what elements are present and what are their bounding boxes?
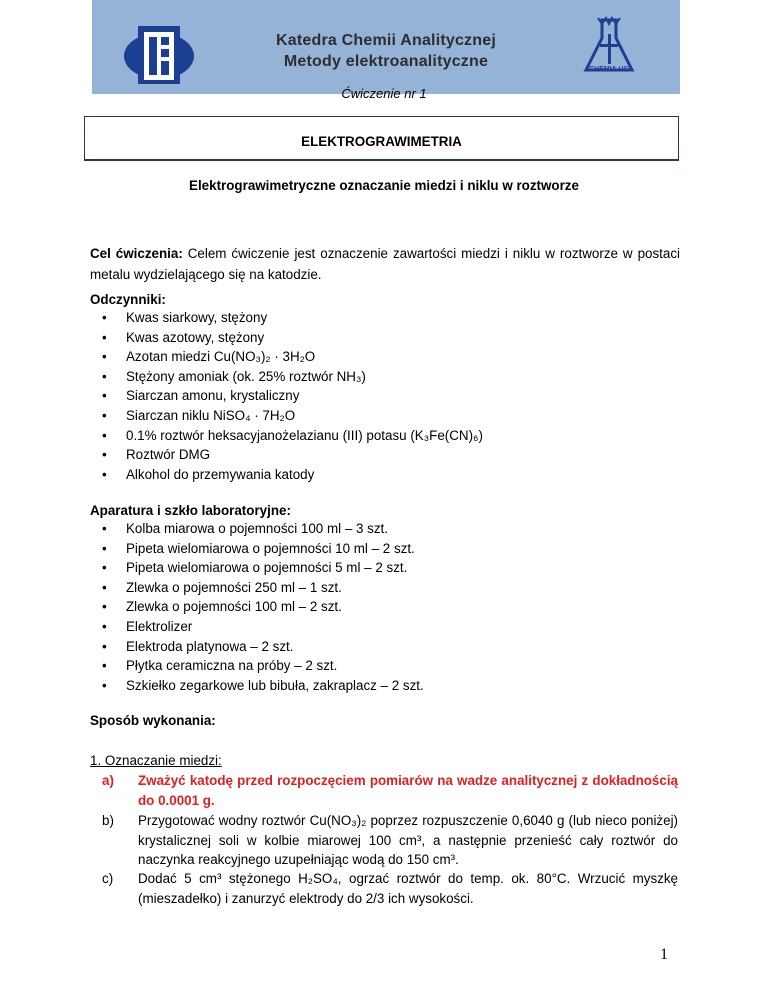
- chemia-ug-logo: [580, 16, 638, 80]
- step-text: Przygotować wodny roztwór Cu(NO₃)₂ poprzez rozpuszczenie 0,6040 g (lub nieco poniżej) krystalicznej soli w kolbie miarowej 100 cm³, a następnie przenieść cały roztwór do naczynka reakcyjnego uzupełniając wodą do 150 cm³.: [138, 813, 678, 867]
- header-department: Katedra Chemii Analitycznej: [276, 32, 496, 49]
- step-c: [102, 869, 678, 908]
- step-b: [102, 811, 678, 870]
- list-item: • Zlewka o pojemności 100 ml – 2 szt.: [100, 597, 424, 617]
- list-item: • Zlewka o pojemności 250 ml – 1 szt.: [100, 578, 424, 598]
- step-text: Dodać 5 cm³ stężonego H₂SO₄, ogrzać roztwór do temp. ok. 80°C. Wrzucić myszkę (mieszadełko) i zanurzyć elektrody do 2/3 ich wysokości.: [138, 871, 678, 906]
- list-item: • Kwas siarkowy, stężony: [100, 308, 483, 328]
- list-item: • 0.1% roztwór heksacyjanożelazianu (III) potasu (K₃Fe(CN)₆): [100, 426, 483, 446]
- goal-label: Cel ćwiczenia:: [90, 246, 183, 261]
- list-item: • Szkiełko zegarkowe lub bibuła, zakraplacz – 2 szt.: [100, 676, 424, 696]
- list-item: • Elektrolizer: [100, 617, 424, 637]
- step-label: c): [102, 871, 114, 886]
- header-banner: [92, 0, 680, 94]
- list-item: • Roztwór DMG: [100, 445, 483, 465]
- list-item: • Stężony amoniak (ok. 25% roztwór NH₃): [100, 367, 483, 387]
- list-item: • Kolba miarowa o pojemności 100 ml – 3 szt.: [100, 519, 424, 539]
- goal-text: Celem ćwiczenie jest oznaczenie zawartości miedzi i niklu w roztworze w postaci metalu wydzielającego się na katodzie.: [90, 246, 680, 282]
- step-a: [102, 771, 678, 810]
- procedure-heading: Sposób wykonania:: [90, 713, 216, 728]
- list-item: • Azotan miedzi Cu(NO₃)₂ · 3H₂O: [100, 347, 483, 367]
- page-number: 1: [660, 946, 668, 963]
- list-item: • Elektroda platynowa – 2 szt.: [100, 637, 424, 657]
- list-item: • Płytka ceramiczna na próby – 2 szt.: [100, 656, 424, 676]
- apparatus-heading: Aparatura i szkło laboratoryjne:: [90, 503, 291, 518]
- exercise-number: Ćwiczenie nr 1: [341, 86, 427, 101]
- list-item: • Siarczan niklu NiSO₄ · 7H₂O: [100, 406, 483, 426]
- step-text: Zważyć katodę przed rozpoczęciem pomiarów na wadze analitycznej z dokładnością do 0.0001 g.: [138, 773, 678, 808]
- title-box: [84, 116, 679, 161]
- reagents-list: [100, 308, 483, 484]
- step-label: b): [102, 813, 114, 828]
- list-item: • Pipeta wielomiarowa o pojemności 5 ml – 2 szt.: [100, 558, 424, 578]
- list-item: • Kwas azotowy, stężony: [100, 328, 483, 348]
- reagents-heading: Odczynniki:: [90, 292, 166, 307]
- goal-paragraph: [90, 243, 680, 285]
- chemia-ug-label: CHEMIA UG: [589, 66, 629, 73]
- section-copper-heading: 1. Oznaczanie miedzi:: [90, 753, 222, 768]
- header-course: Metody elektroanalityczne: [283, 53, 489, 70]
- document-title: ELEKTROGRAWIMETRIA: [301, 134, 462, 149]
- step-label: a): [102, 773, 114, 788]
- list-item: • Siarczan amonu, krystaliczny: [100, 386, 483, 406]
- apparatus-list: [100, 519, 424, 695]
- list-item: • Pipeta wielomiarowa o pojemności 10 ml – 2 szt.: [100, 539, 424, 559]
- list-item: • Alkohol do przemywania katody: [100, 465, 483, 485]
- document-subtitle: Elektrograwimetryczne oznaczanie miedzi i niklu w roztworze: [189, 178, 579, 193]
